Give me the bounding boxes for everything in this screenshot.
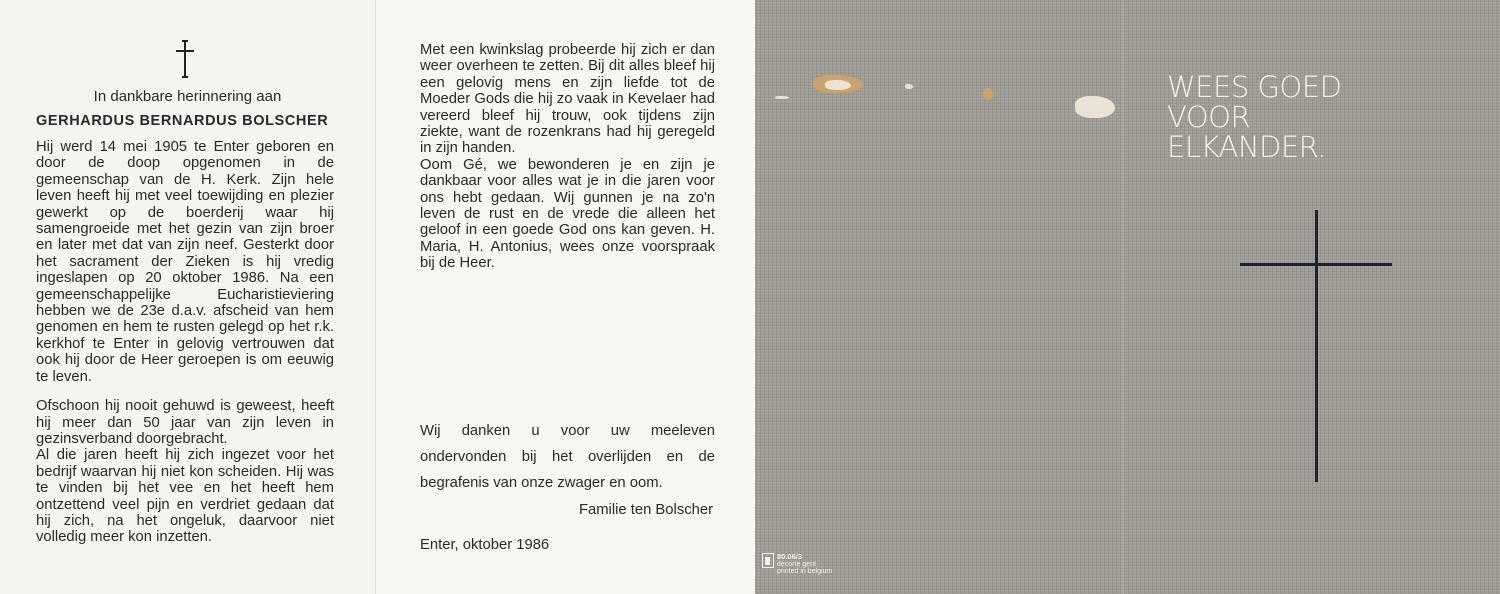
memorial-paragraph-2: Oom Gé, we bewonderen je en zijn je dankbaar voor alles wat je in die jaren voor ons hebt gedaan. Wij gunnen je na zo'n leven de rust en de vrede die alleen het geloof in een goede God ons kan geven. H. Maria, H. Antonius, wees onze voorspraak bij de Heer. <box>420 156 715 272</box>
paper-damage <box>775 96 789 99</box>
family-signature: Familie ten Bolscher <box>578 502 713 518</box>
printer-mark <box>762 553 832 576</box>
printed-in: printed in belgium <box>777 568 833 575</box>
printer-logo-icon <box>762 553 774 568</box>
memorial-paragraph-1: Met een kwinkslag probeerde hij zich er dan weer overheen te zetten. Bij dit alles bleef hij een gelovig mens en zijn liefde tot de Moeder Gods die hij zo vaak in Kevelaer had vereerd bleef hij trouw, ook tijdens zijn ziekte, want de rozenkrans had hij geregeld in zijn handen. <box>420 42 715 157</box>
place-date: Enter, oktober 1986 <box>420 537 550 553</box>
paper-damage <box>825 80 851 90</box>
printer-name: decorte gent <box>777 560 816 568</box>
paper-damage <box>1075 96 1115 118</box>
thanks-text: Wij danken u voor uw meeleven ondervonden bij het overlijden en de begrafenis van onze zwager en oom. <box>420 423 715 491</box>
cover-title <box>1167 72 1341 162</box>
cover-title-line: WEES GOED <box>1167 70 1342 104</box>
deceased-name: GERHARDUS BERNARDUS BOLSCHER <box>36 113 329 129</box>
cover-cross-icon <box>1240 210 1392 482</box>
biography-paragraph-1: Hij werd 14 mei 1905 te Enter geboren en door de doop opgenomen in de gemeenschap van de H. Kerk. Zijn hele leven heeft hij met veel toewijding en plezier gewerkt op de boerderij waar hij samengroeide met het gezin van zijn broer en later met dat van zijn neef. Gesterkt door het sacrament der Zieken is hij vredig ingeslapen op 20 oktober 1986. Na een gemeenschappelijke Eucharistieviering hebben we de 23e d.a.v. afscheid van hem genomen en hem te rusten gelegd op het r.k. kerkhof te Enter in gelovig vertrouwen dat ook hij door de Heer geroepen is om eeuwig te leven. <box>36 139 334 385</box>
cover-title-line: VOOR <box>1167 100 1251 134</box>
memorial-text <box>420 42 715 272</box>
inside-left-panel <box>0 0 375 594</box>
paper-damage <box>983 88 993 100</box>
biography-paragraph-2b: Al die jaren heeft hij zich ingezet voor het bedrijf waarvan hij niet kon scheiden. Hij was te vinden bij het vee en het heeft hem ontzettend veel pijn en verdriet gedaan dat hij zich, na het ongeluk, daarvoor niet volledig meer kon inzetten. <box>36 447 334 546</box>
printer-code: 80.06/3 <box>777 552 803 561</box>
biography-text <box>36 139 334 546</box>
biography-paragraph-2a: Ofschoon hij nooit gehuwd is geweest, heeft hij meer dan 50 jaar van zijn leven in gezinsverband doorgebracht. <box>36 398 334 447</box>
cross-icon <box>174 40 196 80</box>
paper-damage <box>905 84 913 89</box>
cover-title-line: ELKANDER. <box>1167 130 1327 164</box>
intro-line: In dankbare herinnering aan <box>93 88 282 105</box>
fold-line <box>1122 0 1124 594</box>
